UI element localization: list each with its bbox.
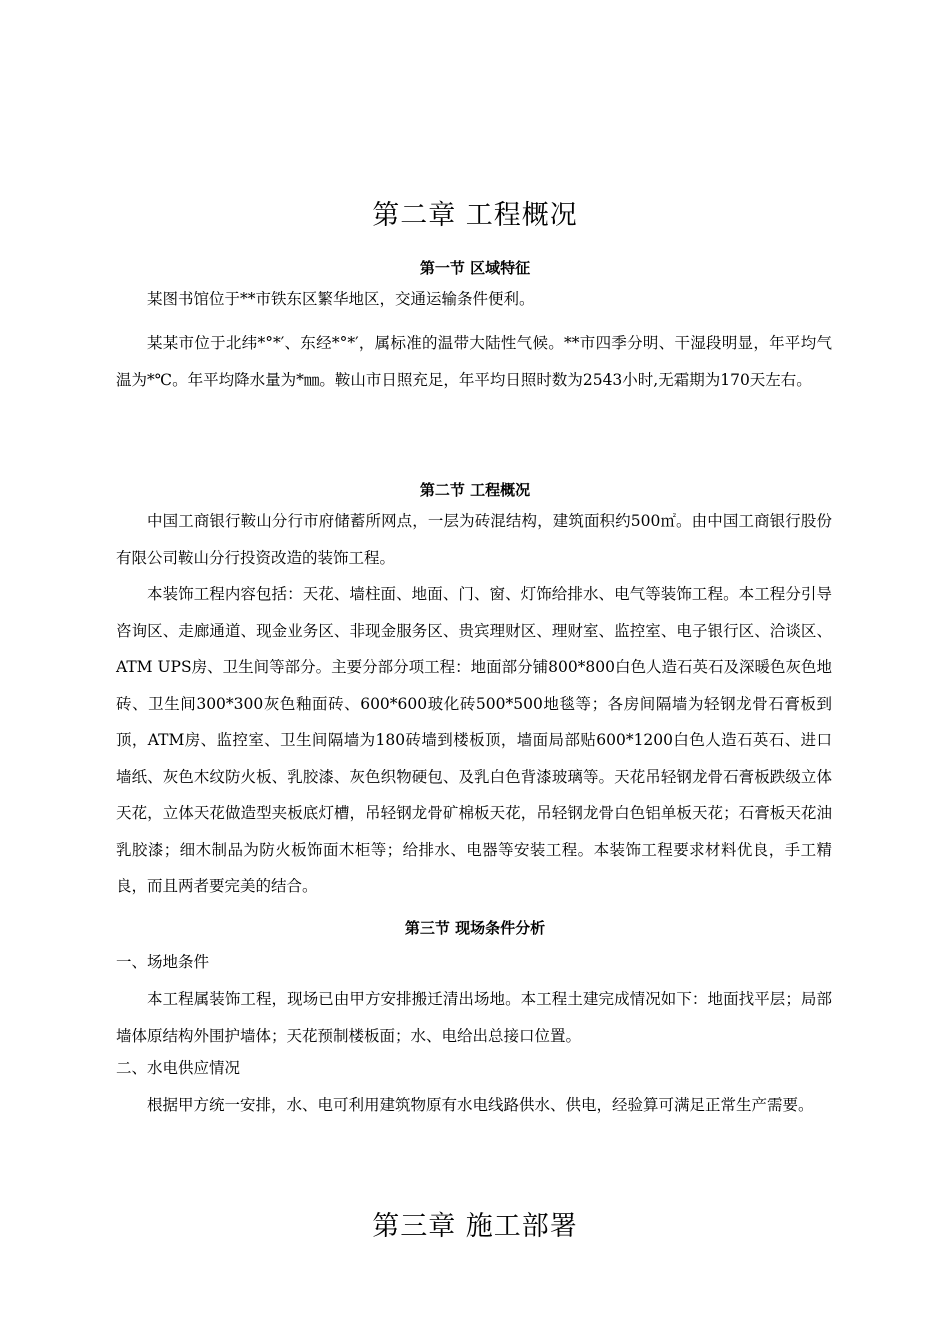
section-2-paragraph-1: 中国工商银行鞍山分行市府储蓄所网点，一层为砖混结构，建筑面积约500㎡。由中国工商银行股份有限公司鞍山分行投资改造的装饰工程。: [116, 512, 832, 567]
section-2-title: 第二节 工程概况: [419, 481, 531, 499]
chapter-3-title: 第三章 施工部署: [372, 1211, 578, 1242]
chapter-2-title: 第二章 工程概况: [372, 200, 578, 231]
section-3-title: 第三节 现场条件分析: [404, 919, 546, 937]
site-conditions-paragraph: 本工程属装饰工程，现场已由甲方安排搬迁清出场地。本工程土建完成情况如下：地面找平层；局部墙体原结构外围护墙体；天花预制楼板面；水、电给出总接口位置。: [116, 990, 832, 1045]
utilities-heading: 二、水电供应情况: [116, 1059, 241, 1077]
section-1-paragraph-1: 某图书馆位于**市铁东区繁华地区，交通运输条件便利。: [147, 290, 535, 308]
section-1-title: 第一节 区域特征: [419, 259, 531, 277]
utilities-paragraph: 根据甲方统一安排，水、电可利用建筑物原有水电线路供水、供电，经验算可满足正常生产需要。: [147, 1096, 814, 1114]
site-conditions-heading: 一、场地条件: [116, 953, 210, 971]
section-1-paragraph-2: 某某市位于北纬*°*′、东经*°*′，属标准的温带大陆性气候。**市四季分明、干湿段明显，年平均气温为*℃。年平均降水量为*㎜。鞍山市日照充足，年平均日照时数为2543小时,无霜期为170天左右。: [116, 334, 832, 389]
section-2-paragraph-2: 本装饰工程内容包括：天花、墙柱面、地面、门、窗、灯饰给排水、电气等装饰工程。本工程分引导咨询区、走廊通道、现金业务区、非现金服务区、贵宾理财区、理财室、监控室、电子银行区、洽谈区、ATM UPS房、卫生间等部分。主要分部分项工程：地面部分铺800*800白色人造石英石及深暖色灰色地砖、卫生间300*300灰色釉面砖、600*600玻化砖500*500地毯等；各房间隔墙为轻钢龙骨石膏板到顶，ATM房、监控室、卫生间隔墙为180砖墙到楼板顶，墙面局部贴600*1200白色人造石英石、进口墙纸、灰色木纹防火板、乳胶漆、灰色织物硬包、及乳白色背漆玻璃等。天花吊轻钢龙骨石膏板跌级立体天花，立体天花做造型夹板底灯槽，吊轻钢龙骨矿棉板天花，吊轻钢龙骨白色铝单板天花；石膏板天花油乳胶漆；细木制品为防火板饰面木柜等；给排水、电器等安装工程。本装饰工程要求材料优良，手工精良，而且两者要完美的结合。: [116, 585, 833, 895]
